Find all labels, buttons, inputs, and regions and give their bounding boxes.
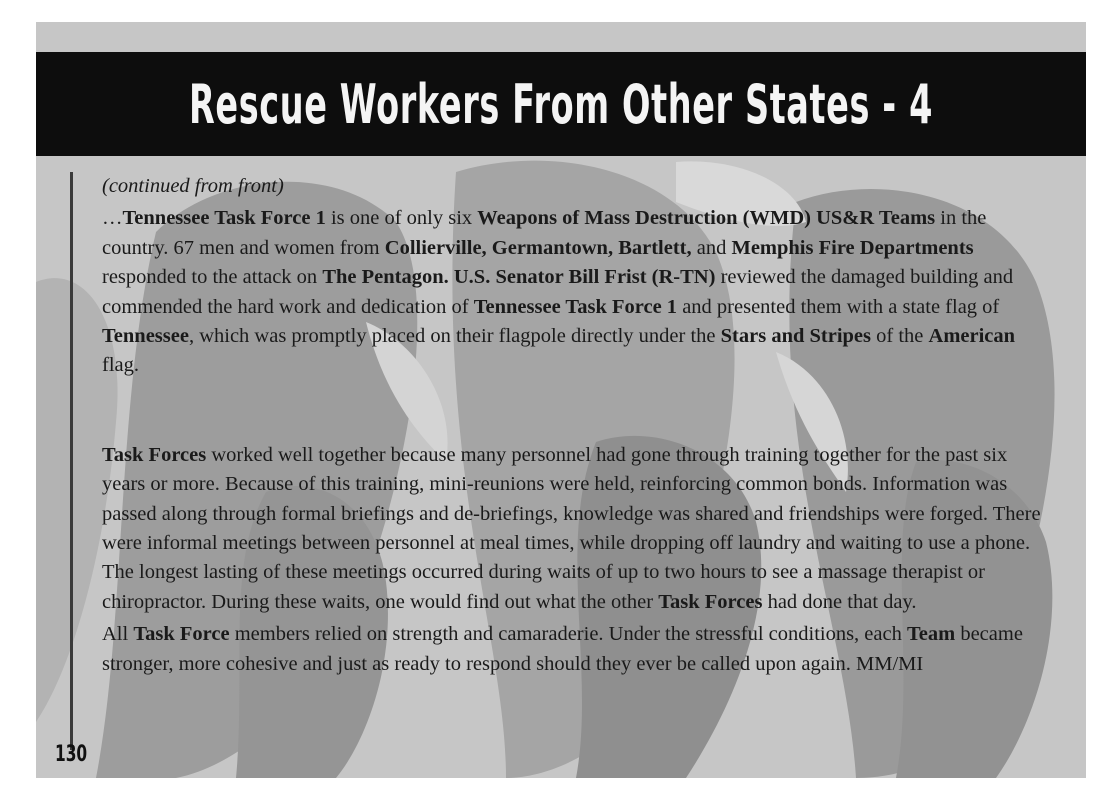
continued-note: (continued from front) (102, 175, 284, 197)
trading-card-back (36, 22, 1086, 778)
text-run: became stronger, more cohesive and just as ready to respond should they ever be called upon again. MM/MI (102, 623, 1023, 675)
text-run: members relied on strength and camaraderie. Under the stressful conditions, each (229, 623, 907, 646)
text-run: and presented them with a state flag of (677, 295, 1000, 318)
text-run: … (102, 207, 123, 230)
paragraph-1 (102, 204, 1046, 380)
bold-text-run: Task Forces (658, 590, 763, 613)
text-run: flag. (102, 354, 139, 377)
bold-text-run: Weapons of Mass Destruction (WMD) US&R Teams (477, 207, 936, 230)
card-body-text (102, 172, 1046, 679)
text-run: and (691, 236, 732, 259)
text-run: of the (871, 325, 929, 348)
text-run: All (102, 623, 134, 646)
paragraph-3 (102, 620, 1046, 679)
left-rule-divider (70, 172, 73, 750)
bold-text-run: Task Force (133, 623, 230, 646)
bold-text-run: Memphis Fire Departments (731, 236, 974, 259)
paragraph-2 (102, 441, 1046, 617)
bold-text-run: Tennessee (102, 325, 189, 348)
page-number: 130 (55, 742, 88, 767)
text-run: in the country. 67 men and women from (102, 207, 987, 259)
bold-text-run: Tennessee Task Force 1 (473, 295, 678, 318)
text-run: , which was promptly placed on their flagpole directly under the (188, 325, 721, 348)
bold-text-run: Collierville, Germantown, Bartlett, (384, 236, 692, 259)
bold-text-run: American (928, 325, 1016, 348)
card-title: Rescue Workers From Other States - 4 (189, 72, 934, 136)
bold-text-run: U.S. Senator Bill Frist (R-TN) (453, 266, 716, 289)
bold-text-run: Stars and Stripes (720, 325, 872, 348)
text-run: worked well together because many personnel had gone through training together for the past six years or more. Because of this training, mini-reunions were held, reinforcing common bonds. Information was passed along through formal briefings and de-briefings, knowledge was shared and friendships were forged. There were informal meetings between personnel at meal times, while dropping off laundry and waiting to use a phone. The longest lasting of these meetings occurred during waits of up to two hours to see a massage therapist or chiropractor. During these waits, one would find out what the other (102, 443, 1041, 613)
title-bar (36, 52, 1086, 156)
text-run: is one of only six (325, 207, 478, 230)
text-run: responded to the attack on (102, 266, 323, 289)
text-run: reviewed the damaged building and commended the hard work and dedication of (102, 266, 1014, 318)
bold-text-run: The Pentagon. (322, 266, 449, 289)
bold-text-run: Task Forces (102, 443, 207, 466)
text-run: had done that day. (762, 590, 917, 613)
bold-text-run: Team (906, 623, 956, 646)
bold-text-run: Tennessee Task Force 1 (122, 207, 326, 230)
